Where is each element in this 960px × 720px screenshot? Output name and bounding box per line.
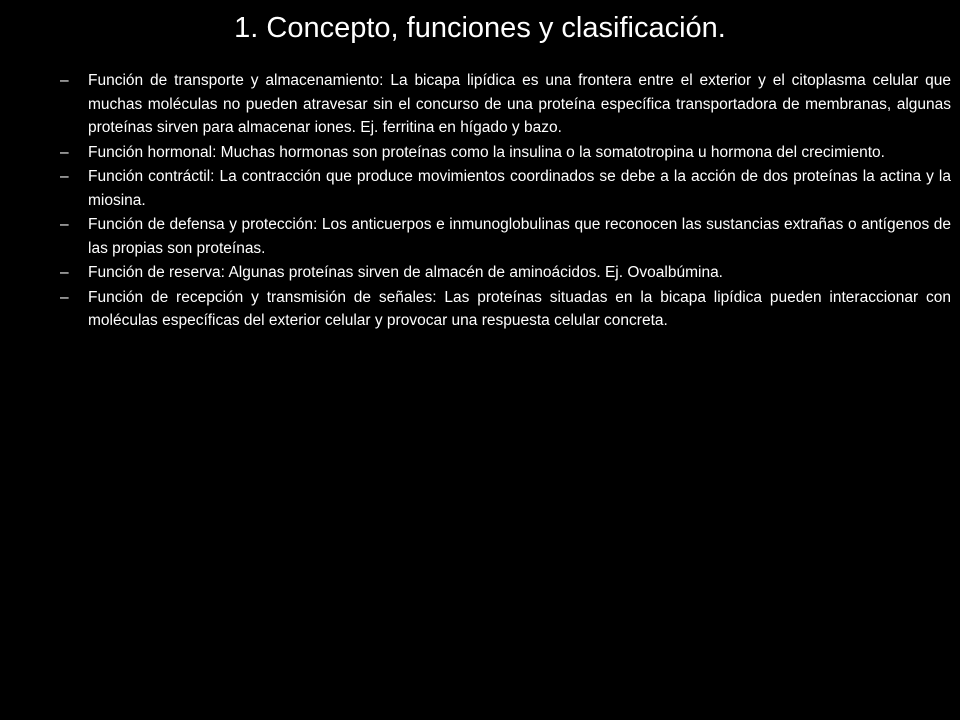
bullet-text-defense: Función de defensa y protección: Los anticuerpos e inmunoglobulinas que reconocen las sustancias extrañas o antígenos de las propias son proteínas. [88, 216, 951, 257]
bullet-text-signaling: Función de recepción y transmisión de señales: Las proteínas situadas en la bicapa lipídica pueden interaccionar con moléculas específicas del exterior celular y provocar una respuesta celular concreta. [88, 288, 951, 329]
list-item [60, 69, 951, 140]
bullet-dash: – [60, 143, 69, 161]
bullet-dash: – [60, 168, 69, 185]
list-item [60, 213, 951, 260]
bullet-text-reserve: Función de reserva: Algunas proteínas sirven de almacén de aminoácidos. Ej. Ovoalbúmina. [88, 264, 723, 281]
bullet-text-hormonal: Función hormonal: Muchas hormonas son proteínas como la insulina o la somatotropina u hormona del crecimiento. [88, 143, 885, 161]
bullet-dash: – [60, 264, 69, 281]
list-item [60, 165, 951, 212]
bullet-dash: – [60, 72, 69, 89]
bullet-list [60, 69, 951, 334]
bullet-dash: – [60, 288, 69, 306]
list-item [60, 261, 951, 285]
bullet-dash: – [60, 216, 69, 233]
bullet-text-contractile: Función contráctil: La contracción que produce movimientos coordinados se debe a la acción de dos proteínas la actina y la miosina. [88, 168, 951, 209]
list-item [60, 141, 951, 165]
slide-title: 1. Concepto, funciones y clasificación. [234, 12, 726, 44]
list-item [60, 286, 951, 333]
bullet-text-transport: Función de transporte y almacenamiento: La bicapa lipídica es una frontera entre el exterior y el citoplasma celular que muchas moléculas no pueden atravesar sin el concurso de una proteína específica transportadora de membranas, algunas proteínas sirven para almacenar iones. Ej. ferritina en hígado y bazo. [88, 72, 951, 136]
